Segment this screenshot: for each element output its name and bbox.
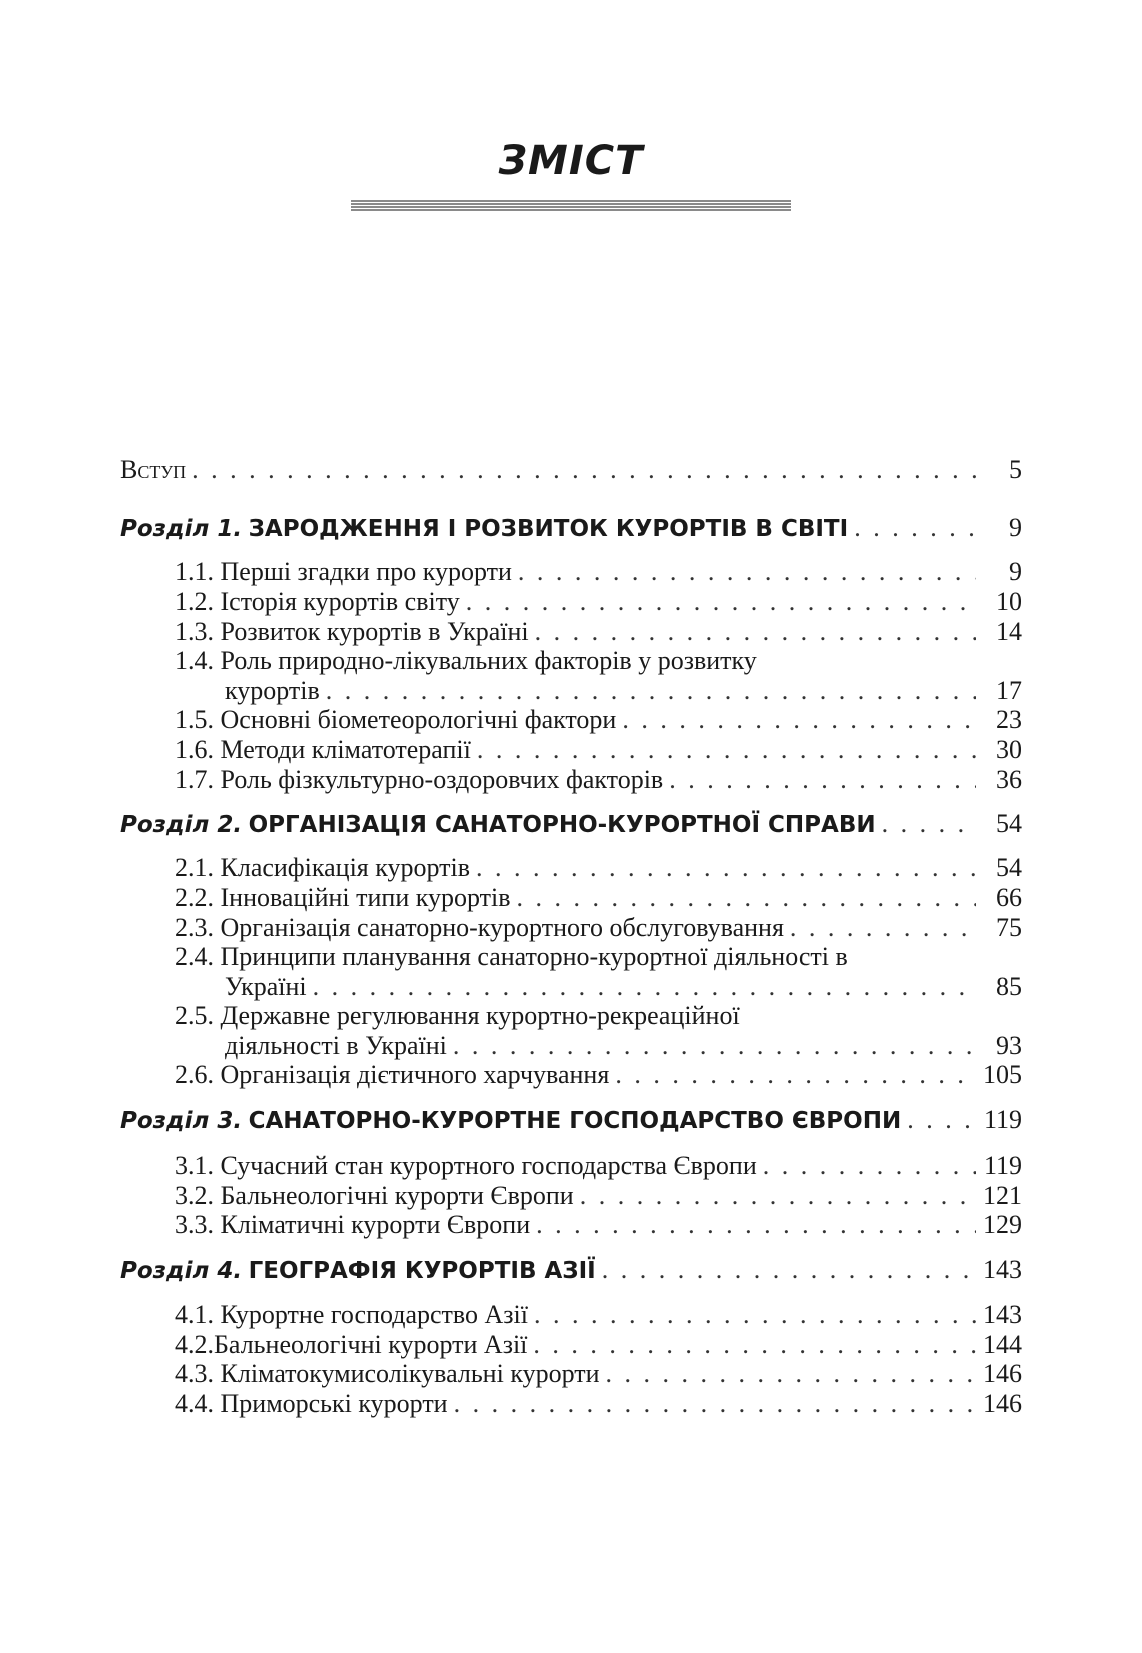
- toc-chapter-1[interactable]: [120, 512, 1022, 545]
- toc-page-number: 5: [1009, 455, 1022, 484]
- item-number: 3.2.: [175, 1181, 214, 1210]
- leader-dots: [907, 1104, 976, 1136]
- leader-dots: [533, 1329, 976, 1361]
- item-number: 1.2.: [175, 587, 214, 616]
- toc-item[interactable]: [175, 1388, 1022, 1420]
- chapter-title: ЗАРОДЖЕННЯ І РОЗВИТОК КУРОРТІВ В СВІТІ: [248, 516, 849, 542]
- toc-item[interactable]: [175, 764, 1022, 796]
- toc-page-number: 146: [983, 1359, 1022, 1388]
- item-number: 2.5.: [175, 1001, 214, 1030]
- item-title: Розвиток курортів в Україні: [220, 617, 529, 646]
- toc-page-number: 105: [983, 1060, 1022, 1089]
- item-title: Історія курортів світу: [220, 587, 460, 616]
- item-title: Державне регулювання курортно-рекреаційної: [220, 1001, 740, 1030]
- toc-chapter-2[interactable]: [120, 808, 1022, 841]
- toc-page-number: 23: [996, 705, 1022, 734]
- item-title: Перші згадки про курорти: [220, 557, 512, 586]
- toc-page-number: 10: [996, 587, 1022, 616]
- toc-page-number: 30: [996, 735, 1022, 764]
- leader-dots: [454, 1388, 976, 1420]
- chapter-title: ГЕОГРАФІЯ КУРОРТІВ АЗІЇ: [248, 1258, 596, 1284]
- toc-item[interactable]: [175, 734, 1022, 766]
- leader-dots: [622, 704, 976, 736]
- toc-item[interactable]: [175, 1358, 1022, 1390]
- toc-item-continuation[interactable]: [225, 971, 1022, 1003]
- toc-item[interactable]: [175, 645, 1022, 677]
- item-number: 2.4.: [175, 942, 214, 971]
- leader-dots: [790, 912, 976, 944]
- item-title: Основні біометеорологічні фактори: [220, 705, 617, 734]
- toc-page-number: 9: [1009, 557, 1022, 586]
- item-title: Кліматичні курорти Європи: [220, 1210, 531, 1239]
- item-number: 1.6.: [175, 735, 214, 764]
- item-number: 1.3.: [175, 617, 214, 646]
- toc-item[interactable]: [175, 556, 1022, 588]
- toc-page-number: 9: [1009, 513, 1022, 542]
- leader-dots: [602, 1254, 976, 1286]
- toc-item[interactable]: [175, 1180, 1022, 1212]
- item-title-continuation: діяльності в Україні: [225, 1031, 447, 1060]
- leader-dots: [466, 586, 976, 618]
- item-title-continuation: Україні: [225, 972, 307, 1001]
- toc-item[interactable]: [175, 1329, 1022, 1361]
- chapter-label: Розділ 3.: [120, 1108, 243, 1134]
- toc-page-number: 143: [983, 1300, 1022, 1329]
- item-number: 1.4.: [175, 646, 214, 675]
- leader-dots: [477, 734, 976, 766]
- toc-page-number: 143: [983, 1255, 1022, 1284]
- chapter-label: Розділ 2.: [120, 812, 243, 838]
- chapter-label: Розділ 1.: [120, 516, 243, 542]
- toc-page-number: 54: [996, 809, 1022, 838]
- toc-page-number: 85: [996, 972, 1022, 1001]
- item-title: Кліматокумисолікувальні курорти: [220, 1359, 600, 1388]
- item-title: Курортне господарство Азії: [220, 1300, 528, 1329]
- item-title: Роль природно-лікувальних факторів у розвитку: [220, 646, 757, 675]
- item-title: Роль фізкультурно-оздоровчих факторів: [220, 765, 664, 794]
- item-number: 4.2.: [175, 1330, 214, 1359]
- toc-chapter-3[interactable]: [120, 1104, 1022, 1137]
- leader-dots: [882, 808, 976, 840]
- item-title: Приморські курорти: [220, 1389, 448, 1418]
- item-title: Сучасний стан курортного господарства Європи: [220, 1151, 757, 1180]
- leader-dots: [536, 1209, 976, 1241]
- item-number: 2.3.: [175, 913, 214, 942]
- toc-entry-label: Вступ: [120, 455, 187, 484]
- item-title: Класифікація курортів: [220, 853, 471, 882]
- item-number: 4.1.: [175, 1300, 214, 1329]
- item-title: Організація санаторно-курортного обслуговування: [220, 913, 784, 942]
- toc-page-number: 75: [996, 913, 1022, 942]
- toc-item[interactable]: [175, 1150, 1022, 1182]
- leader-dots: [313, 971, 976, 1003]
- page-title: ЗМІСТ: [498, 138, 644, 184]
- leader-dots: [854, 512, 976, 544]
- item-title: Методи кліматотерапії: [220, 735, 471, 764]
- toc-item-continuation[interactable]: [225, 1030, 1022, 1062]
- leader-dots: [534, 1299, 976, 1331]
- item-title: Організація дієтичного харчування: [220, 1060, 610, 1089]
- toc-page-number: 93: [996, 1031, 1022, 1060]
- toc-item[interactable]: [175, 1299, 1022, 1331]
- toc-page-number: 17: [996, 676, 1022, 705]
- leader-dots: [326, 675, 976, 707]
- item-number: 1.7.: [175, 765, 214, 794]
- leader-dots: [535, 616, 976, 648]
- toc-item[interactable]: [175, 616, 1022, 648]
- leader-dots: [580, 1180, 976, 1212]
- toc-item[interactable]: [175, 1000, 1022, 1032]
- toc-page-number: 129: [983, 1210, 1022, 1239]
- toc-page-number: 119: [983, 1105, 1022, 1134]
- toc-page-number: 66: [996, 883, 1022, 912]
- leader-dots: [517, 882, 976, 914]
- item-number: 2.6.: [175, 1060, 214, 1089]
- item-title: Принципи планування санаторно-курортної діяльності в: [220, 942, 848, 971]
- leader-dots: [763, 1150, 976, 1182]
- chapter-title: САНАТОРНО-КУРОРТНЕ ГОСПОДАРСТВО ЄВРОПИ: [248, 1108, 902, 1134]
- item-number: 1.5.: [175, 705, 214, 734]
- item-title: Бальнеологічні курорти Європи: [220, 1181, 574, 1210]
- toc-chapter-4[interactable]: [120, 1254, 1022, 1287]
- item-title: Інноваційні типи курортів: [220, 883, 511, 912]
- item-number: 2.2.: [175, 883, 214, 912]
- leader-dots: [476, 852, 976, 884]
- leader-dots: [192, 454, 976, 486]
- toc-page-number: 36: [996, 765, 1022, 794]
- item-number: 1.1.: [175, 557, 214, 586]
- toc-item[interactable]: [175, 912, 1022, 944]
- toc-item[interactable]: [175, 704, 1022, 736]
- item-title-continuation: курортів: [225, 676, 320, 705]
- item-number: 2.1.: [175, 853, 214, 882]
- toc-item[interactable]: [175, 882, 1022, 914]
- toc-item[interactable]: [175, 941, 1022, 973]
- toc-page-number: 14: [996, 617, 1022, 646]
- item-number: 3.1.: [175, 1151, 214, 1180]
- toc-item-continuation[interactable]: [225, 675, 1022, 707]
- toc-page-number: 54: [996, 853, 1022, 882]
- leader-dots: [669, 764, 976, 796]
- toc-item[interactable]: [175, 1209, 1022, 1241]
- chapter-label: Розділ 4.: [120, 1258, 243, 1284]
- leader-dots: [518, 556, 976, 588]
- toc-page-number: 146: [983, 1389, 1022, 1418]
- toc-page-number: 121: [983, 1181, 1022, 1210]
- leader-dots: [606, 1358, 976, 1390]
- item-number: 3.3.: [175, 1210, 214, 1239]
- toc-item[interactable]: [175, 852, 1022, 884]
- leader-dots: [453, 1030, 976, 1062]
- toc-item[interactable]: [175, 586, 1022, 618]
- toc-page-number: 144: [983, 1330, 1022, 1359]
- leader-dots: [615, 1059, 976, 1091]
- chapter-title: ОРГАНІЗАЦІЯ САНАТОРНО-КУРОРТНОЇ СПРАВИ: [248, 812, 876, 838]
- toc-item[interactable]: [175, 1059, 1022, 1091]
- item-title: Бальнеологічні курорти Азії: [214, 1330, 528, 1359]
- toc-page-number: 119: [983, 1151, 1022, 1180]
- item-number: 4.3.: [175, 1359, 214, 1388]
- toc-entry-intro[interactable]: [120, 454, 1022, 486]
- item-number: 4.4.: [175, 1389, 214, 1418]
